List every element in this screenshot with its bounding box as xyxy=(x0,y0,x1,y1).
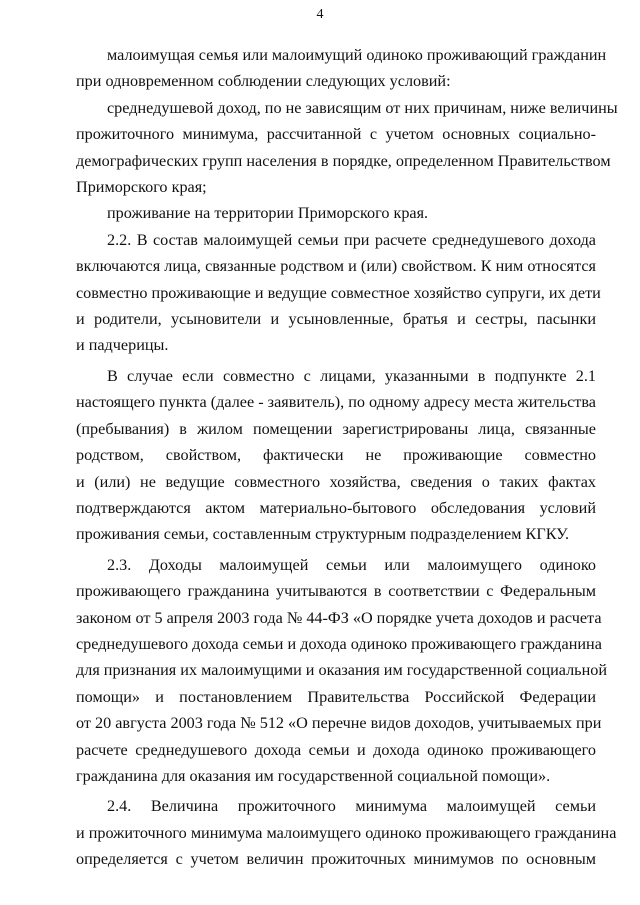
text-line: законом от 5 апреля 2003 года № 44-ФЗ «О порядке учета доходов и расчета xyxy=(76,608,602,627)
text-line: и падчерицы. xyxy=(76,336,169,355)
text-line: 2.4. Величина прожиточного минимума малоимущей семьи xyxy=(107,797,596,816)
paragraph-case xyxy=(76,363,596,548)
text-line: 2.2. В состав малоимущей семьи при расчете среднедушевого дохода xyxy=(107,230,596,249)
document-body xyxy=(76,42,618,873)
text-line: родством, свойством, фактически не проживающие совместно xyxy=(76,446,596,465)
text-line: расчете среднедушевого дохода семьи и дохода одиноко проживающего xyxy=(76,740,596,759)
text-line: 2.3. Доходы малоимущей семьи или малоимущего одиноко xyxy=(107,555,596,574)
paragraph-1 xyxy=(76,42,607,95)
paragraph-2 xyxy=(76,95,618,201)
text-line: включаются лица, связанные родством и (или) свойством. К ним относятся xyxy=(76,257,596,276)
text-line: Приморского края; xyxy=(76,178,207,197)
text-line: настоящего пункта (далее - заявитель), по одному адресу места жительства xyxy=(76,393,596,412)
paragraph-clause-2-3 xyxy=(76,552,607,790)
text-line: и родители, усыновители и усыновленные, братья и сестры, пасынки xyxy=(76,310,596,329)
text-line: определяется с учетом величин прожиточных минимумов по основным xyxy=(76,850,596,869)
text-line: помощи» и постановлением Правительства Российской Федерации xyxy=(76,687,596,706)
page-number: 4 xyxy=(316,7,324,22)
text-line: проживание на территории Приморского края. xyxy=(107,204,429,223)
text-line: и прожиточного минимума малоимущего одиноко проживающего гражданина xyxy=(76,823,617,842)
text-line: среднедушевой доход, по не зависящим от них причинам, ниже величины xyxy=(107,98,618,117)
text-line: гражданина для оказания им государственной социальной помощи». xyxy=(76,766,551,785)
text-line: от 20 августа 2003 года № 512 «О перечне видов доходов, учитываемых при xyxy=(76,714,602,733)
paragraph-clause-2-4 xyxy=(76,793,617,872)
text-line: подтверждаются актом материально-бытового обследования условий xyxy=(76,498,596,517)
text-line: среднедушевого дохода семьи и дохода одиноко проживающего гражданина xyxy=(76,634,602,653)
paragraph-clause-2-2 xyxy=(76,227,601,359)
text-line: В случае если совместно с лицами, указанными в подпункте 2.1 xyxy=(107,366,596,385)
text-line: демографических групп населения в порядке, определенном Правительством xyxy=(76,151,611,170)
text-line: прожиточного минимума, рассчитанной с учетом основных социально- xyxy=(76,125,596,144)
text-line: при одновременном соблюдении следующих условий: xyxy=(76,72,451,91)
text-line: проживания семьи, составленным структурным подразделением КГКУ. xyxy=(76,525,570,544)
text-line: совместно проживающие и ведущие совместное хозяйство супруги, их дети xyxy=(76,283,601,302)
text-line: для признания их малоимущими и оказания им государственной социальной xyxy=(76,661,607,680)
text-line: и (или) не ведущие совместного хозяйства, сведения о таких фактах xyxy=(76,472,596,491)
text-line: проживающего гражданина учитываются в соответствии с Федеральным xyxy=(76,582,596,601)
text-line: (пребывания) в жилом помещении зарегистрированы лица, связанные xyxy=(76,419,596,438)
text-line: малоимущая семья или малоимущий одиноко проживающий гражданин xyxy=(107,46,607,64)
paragraph-3 xyxy=(76,200,596,226)
